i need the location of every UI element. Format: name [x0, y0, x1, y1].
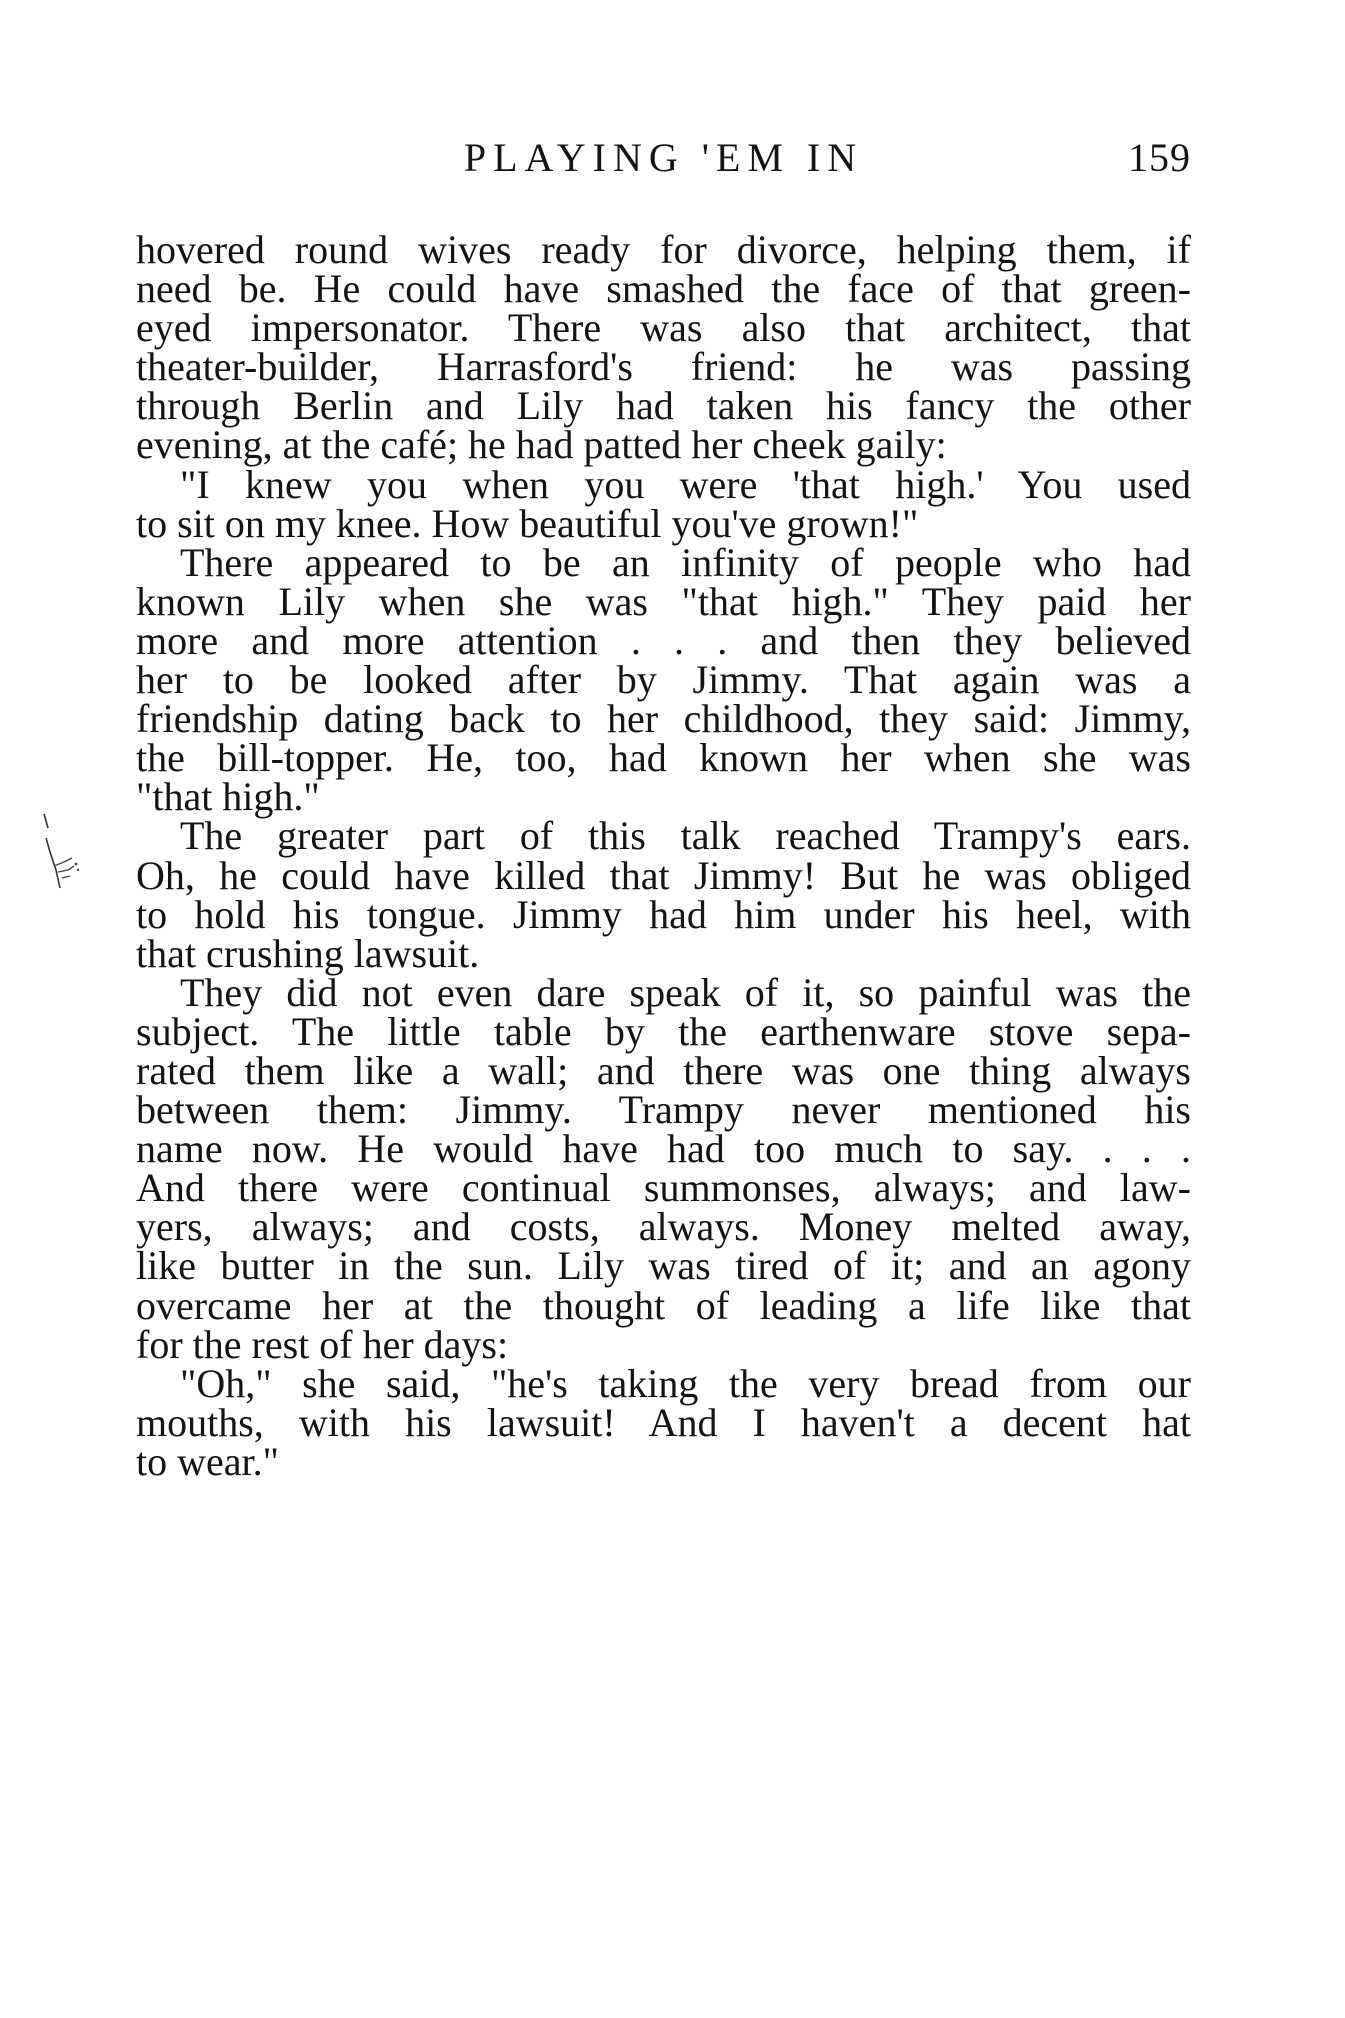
text-line: subject. The little table by the earthenware stove sepa-: [136, 1008, 1191, 1054]
text-line: hovered round wives ready for divorce, helping them, if: [136, 227, 1191, 272]
text-line: friendship dating back to her childhood, they said: Jimmy,: [136, 696, 1191, 742]
text-line: to hold his tongue. Jimmy had him under his heel, with: [136, 891, 1191, 937]
text-line: yers, always; and costs, always. Money melted away,: [136, 1204, 1191, 1250]
text-line: mouths, with his lawsuit! And I haven't a decent hat: [136, 1399, 1191, 1445]
text-line: The greater part of this talk reached Trampy's ears.: [180, 813, 1191, 859]
page-number: 159: [1128, 135, 1191, 180]
text-line: overcame her at the thought of leading a life like that: [136, 1282, 1191, 1328]
text-line: evening, at the café; he had patted her cheek gaily:: [136, 422, 947, 468]
body-text: [136, 227, 1191, 1484]
text-line: to wear.": [136, 1438, 279, 1484]
text-line: for the rest of her days:: [136, 1321, 509, 1367]
text-line: There appeared to be an infinity of people who had: [180, 539, 1191, 585]
text-line: more and more attention . . . and then they believed: [136, 617, 1191, 663]
text-line: need be. He could have smashed the face of that green-: [136, 266, 1191, 312]
margin-ink-mark: [36, 808, 86, 898]
text-line: known Lily when she was "that high." They paid her: [136, 578, 1191, 624]
text-line: rated them like a wall; and there was one thing always: [136, 1047, 1191, 1093]
text-line: "I knew you when you were 'that high.' You used: [180, 461, 1191, 507]
text-line: between them: Jimmy. Trampy never mentioned his: [136, 1087, 1191, 1133]
text-line: Oh, he could have killed that Jimmy! But he was obliged: [136, 852, 1191, 898]
text-line: to sit on my knee. How beautiful you've grown!": [136, 500, 919, 546]
text-line: theater-builder, Harrasford's friend: he was passing: [136, 344, 1191, 390]
text-line: "Oh," she said, "he's taking the very bread from our: [180, 1360, 1191, 1406]
text-line: name now. He would have had too much to say. . . .: [136, 1126, 1191, 1172]
text-line: through Berlin and Lily had taken his fancy the other: [136, 383, 1191, 429]
running-title: PLAYING 'EM IN: [463, 135, 864, 180]
running-head: [136, 128, 1191, 188]
text-line: the bill-topper. He, too, had known her when she was: [136, 735, 1191, 781]
text-line: And there were continual summonses, always; and law-: [136, 1165, 1191, 1211]
text-line: They did not even dare speak of it, so painful was the: [180, 969, 1191, 1015]
text-line: "that high.": [136, 774, 320, 820]
text-line: her to be looked after by Jimmy. That again was a: [136, 657, 1191, 703]
text-line: eyed impersonator. There was also that architect, that: [136, 305, 1191, 351]
text-line: like butter in the sun. Lily was tired of it; and an agony: [136, 1243, 1191, 1289]
text-line: that crushing lawsuit.: [136, 930, 480, 976]
